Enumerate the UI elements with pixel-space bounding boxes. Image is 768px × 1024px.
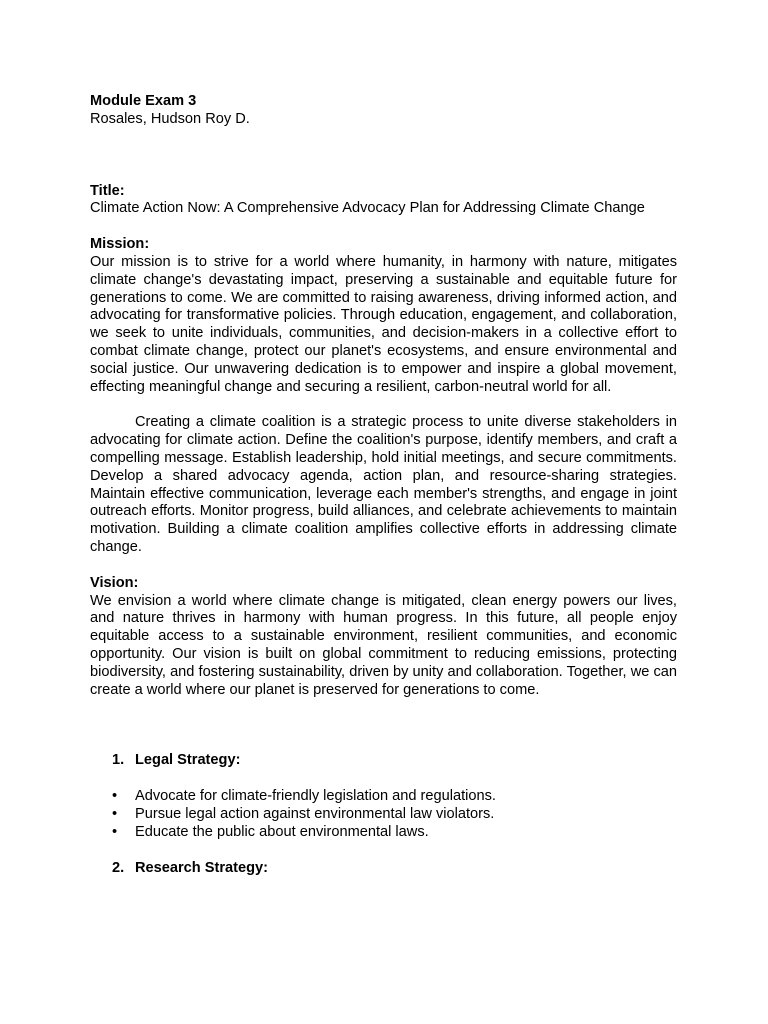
research-strategy-number: 2. [112, 859, 125, 876]
legal-strategy-section [90, 752, 677, 841]
mission-label: Mission: [90, 236, 150, 253]
bullet-icon: • [112, 823, 118, 840]
coalition-text: Creating a climate coalition is a strategic process to unite diverse stakeholders in advocating for climate action. Define the coalition's purpose, identify members, and craft a compelling message. Establish leadership, hold initial meetings, and secure commitments. Develop a shared advocacy agenda, action plan, and resource-sharing strategies. Maintain effective communication, leverage each member's strengths, and engage in joint outreach efforts. Monitor progress, build alliances, and celebrate achievements to maintain motivation. Building a climate coalition amplifies collective efforts in addressing climate change. [90, 414, 677, 555]
vision-text: We envision a world where climate change is mitigated, clean energy powers our lives, and nature thrives in harmony with human progress. In this future, all people enjoy equitable access to a sustainable environment, resilient communities, and economic opportunity. Our vision is built on global commitment to reducing emissions, protecting biodiversity, and fostering sustainability, driven by unity and collaboration. Together, we can create a world where our planet is preserved for generations to come. [90, 592, 677, 698]
list-item [90, 824, 677, 842]
module-title: Module Exam 3 [90, 93, 197, 109]
bullet-icon: • [112, 788, 118, 805]
document-header [90, 93, 677, 129]
legal-strategy-heading [90, 752, 677, 770]
coalition-section [90, 414, 677, 556]
vision-label: Vision: [90, 574, 139, 591]
research-strategy-title: Research Strategy: [135, 859, 269, 876]
bullet-icon: • [112, 805, 118, 822]
title-section [90, 183, 677, 219]
list-item [90, 806, 677, 824]
legal-strategy-list [90, 788, 677, 841]
legal-strategy-title: Legal Strategy: [135, 752, 241, 769]
research-strategy-heading [90, 860, 677, 878]
list-item-text: Advocate for climate-friendly legislation and regulations. [135, 788, 496, 805]
mission-text: Our mission is to strive for a world where humanity, in harmony with nature, mitigates climate change's devastating impact, preserving a sustainable and equitable future for generations to come. We are committed to raising awareness, driving informed action, and advocating for transformative policies. Through education, engagement, and collaboration, we seek to unite individuals, communities, and decision-makers in a collective effort to combat climate change, protect our planet's ecosystems, and ensure environmental and social justice. Our unwavering dedication is to empower and inspire a global movement, effecting meaningful change and securing a resilient, carbon-neutral world for all. [90, 253, 677, 395]
mission-section [90, 236, 677, 396]
list-item [90, 788, 677, 806]
research-strategy-section [90, 860, 677, 878]
vision-section [90, 575, 677, 700]
list-item-text: Educate the public about environmental laws. [135, 823, 429, 840]
list-item-text: Pursue legal action against environmental law violators. [135, 805, 495, 822]
author-name: Rosales, Hudson Roy D. [90, 110, 250, 127]
plan-title: Climate Action Now: A Comprehensive Advocacy Plan for Addressing Climate Change [90, 200, 645, 217]
legal-strategy-number: 1. [112, 752, 125, 769]
document-page [90, 93, 677, 877]
title-label: Title: [90, 182, 125, 199]
